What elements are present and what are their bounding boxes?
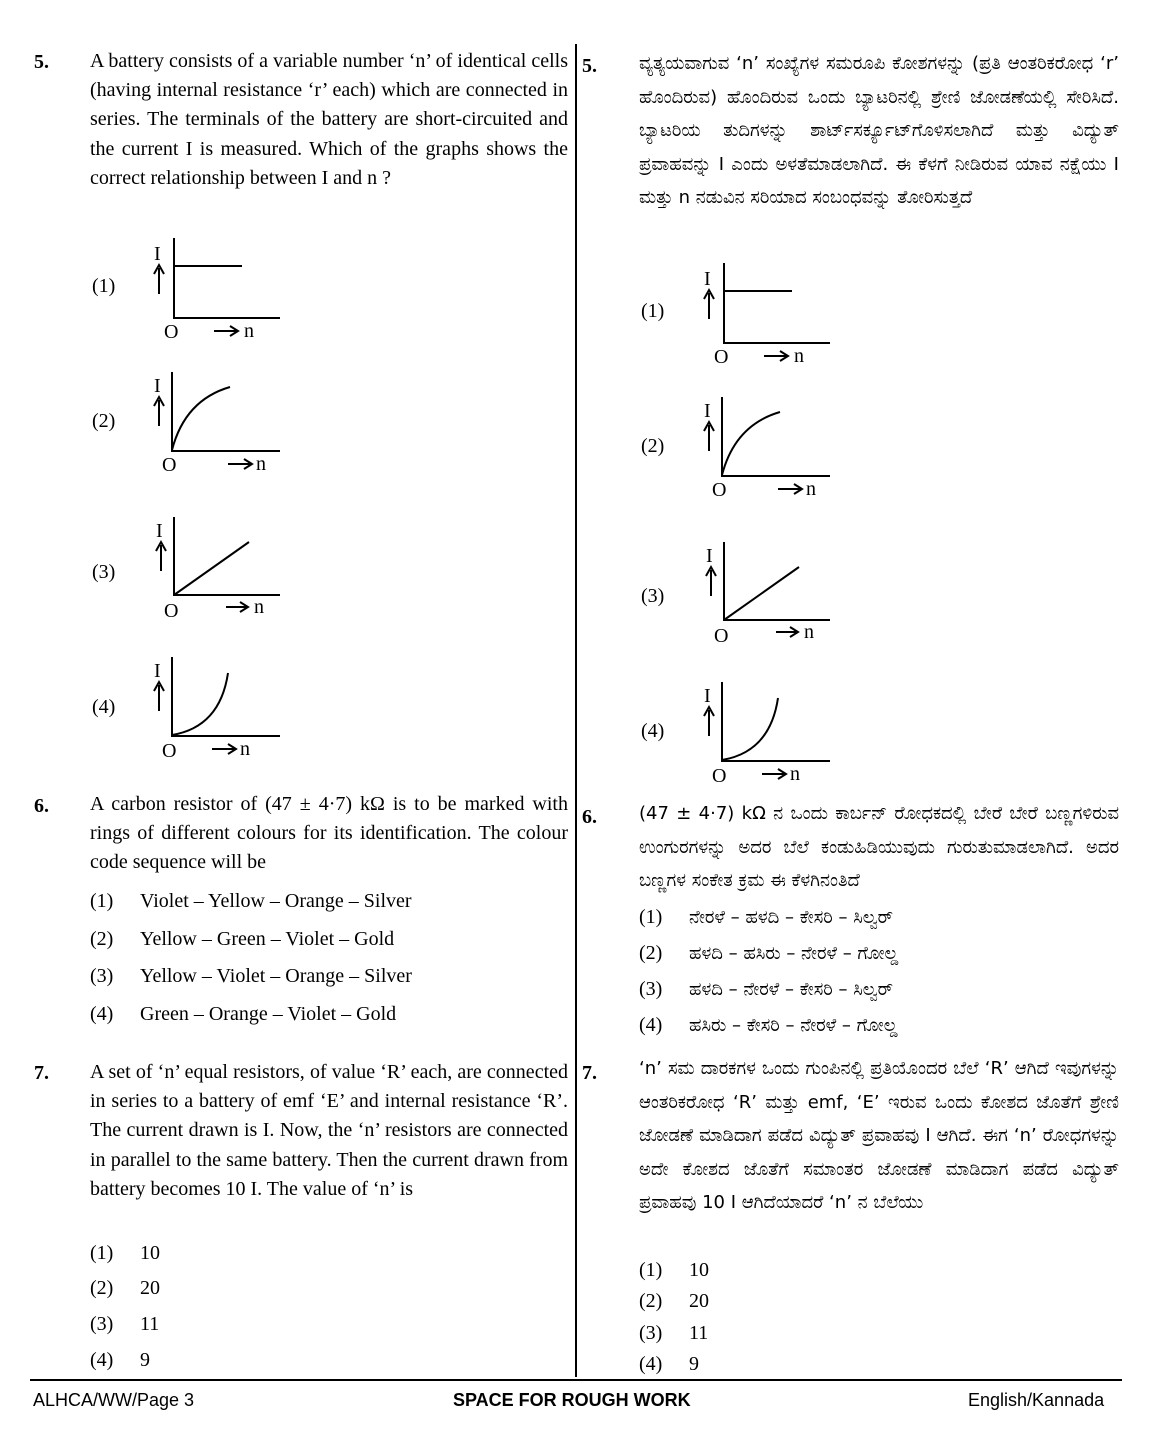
svg-text:n: n (804, 621, 814, 643)
graph-rising-curve (700, 680, 840, 790)
graph-linear (150, 515, 290, 625)
svg-text:O: O (714, 625, 729, 647)
svg-text:n: n (254, 596, 264, 618)
svg-text:I: I (154, 375, 161, 397)
graph-option-1 (150, 236, 290, 346)
svg-text:n: n (240, 738, 250, 760)
graph-option-4 (700, 680, 840, 790)
origin-label: O (164, 321, 179, 343)
option-1[interactable]: (1) ನೇರಳೆ – ಹಳದಿ – ಕೇಸರಿ – ಸಿಲ್ವರ್ (639, 906, 893, 928)
column-divider (575, 44, 577, 1377)
option-3[interactable]: (3) ಹಳದಿ – ನೇರಳೆ – ಕೇಸರಿ – ಸಿಲ್ವರ್ (639, 978, 893, 1000)
option-number: (4) (92, 696, 116, 718)
graph-option-3 (700, 540, 840, 650)
svg-text:n: n (790, 763, 800, 785)
graph-constant (150, 236, 290, 346)
graph-constant (700, 261, 840, 371)
option-4[interactable]: (4) 9 (90, 1349, 150, 1371)
graph-rising-curve (150, 655, 290, 765)
option-1[interactable]: (1) 10 (639, 1259, 709, 1281)
question-text: ವ್ಯತ್ಯಯವಾಗುವ ‘n’ ಸಂಖ್ಯೆಗಳ ಸಮರೂಪಿ ಕೋಶಗಳನ್ನು (ಪ್ರತಿ ಆಂತರಿಕರೋಧ ‘r’ ಹೊಂದಿರುವ) ಹೊಂದಿರುವ ಒಂದು ಬ್ಯಾಟರಿನಲ್ಲಿ ಶ್ರೇಣಿ ಜೋಡಣೆಯಲ್ಲಿ ಸೇರಿಸಿದೆ. ಬ್ಯಾಟರಿಯ ತುದಿಗಳನ್ನು ಶಾರ್ಟ್‌ಸರ್ಕ್ಯೂಟ್‌ಗೊಳಿಸಲಾಗಿದೆ ಮತ್ತು ವಿದ್ಯುತ್ ಪ್ರವಾಹವನ್ನು I ಎಂದು ಅಳತೆಮಾಡಲಾಗಿದೆ. ಈ ಕೆಳಗೆ ನೀಡಿರುವ ಯಾವ ನಕ್ಷೆಯು I ಮತ್ತು n ನಡುವಿನ ಸರಿಯಾದ ಸಂಬಂಧವನ್ನು ತೋರಿಸುತ್ತದೆ (639, 53, 1119, 208)
option-1[interactable]: (1) 10 (90, 1242, 160, 1264)
option-number: (3) (92, 561, 116, 583)
axis-y-label: I (154, 243, 161, 265)
graph-saturating-curve (700, 395, 840, 505)
svg-text:O: O (162, 740, 177, 762)
footer-rule (30, 1379, 1122, 1381)
option-4[interactable]: (4) Green – Orange – Violet – Gold (90, 1003, 397, 1025)
option-3[interactable]: (3) 11 (639, 1322, 709, 1344)
svg-text:I: I (156, 520, 163, 542)
graph-option-4 (150, 655, 290, 765)
option-2[interactable]: (2) Yellow – Green – Violet – Gold (90, 928, 395, 950)
graph-option-2 (700, 395, 840, 505)
option-3[interactable]: (3) 11 (90, 1313, 160, 1335)
svg-text:O: O (714, 346, 729, 368)
option-number: (3) (641, 585, 665, 607)
option-number: (1) (641, 300, 665, 322)
question-text: A set of ‘n’ equal resistors, of value ‘R’ each, are connected in series to a battery of emf ‘E’ and internal resistance ‘R’. The current drawn is I. Now, the ‘n’ resistors are connected in parallel to the same battery. Then the current drawn from battery becomes 10 I. The value of ‘n’ is (90, 1061, 568, 1200)
question-number: 6. (582, 806, 597, 828)
svg-text:I: I (154, 660, 161, 682)
question-number: 7. (582, 1062, 597, 1084)
page-id: ALHCA/WW/Page 3 (33, 1390, 195, 1410)
question-number: 5. (34, 51, 49, 73)
question-number: 5. (582, 55, 597, 77)
graph-option-3 (150, 515, 290, 625)
svg-text:n: n (256, 453, 266, 475)
svg-text:I: I (704, 400, 711, 422)
svg-text:n: n (794, 345, 804, 367)
option-1[interactable]: (1) Violet – Yellow – Orange – Silver (90, 890, 412, 912)
option-2[interactable]: (2) 20 (90, 1277, 160, 1299)
axis-x-label: n (244, 320, 254, 342)
svg-text:n: n (806, 478, 816, 500)
option-4[interactable]: (4) 9 (639, 1353, 699, 1375)
svg-text:I: I (704, 268, 711, 290)
question-number: 7. (34, 1062, 49, 1084)
question-text: ‘n’ ಸಮ ದಾರಕಗಳ ಒಂದು ಗುಂಪಿನಲ್ಲಿ ಪ್ರತಿಯೊಂದರ ಬೆಲೆ ‘R’ ಆಗಿದೆ ಇವುಗಳನ್ನು ಆಂತರಿಕರೋಧ ‘R’ ಮತ್ತು emf, ‘E’ ಇರುವ ಒಂದು ಕೋಶದ ಜೊತೆಗೆ ಶ್ರೇಣಿ ಜೋಡಣೆ ಮಾಡಿದಾಗ ಪಡೆದ ವಿದ್ಯುತ್ ಪ್ರವಾಹವು I ಆಗಿದೆ. ಈಗ ‘n’ ರೋಧಗಳನ್ನು ಅದೇ ಕೋಶದ ಜೊತೆಗೆ ಸಮಾಂತರ ಜೋಡಣೆ ಮಾಡಿದಾಗ ಪಡೆದ ವಿದ್ಯುತ್ ಪ್ರವಾಹವು 10 I ಆಗಿದೆಯಾದರೆ ‘n’ ನ ಬೆಲೆಯು (639, 1058, 1119, 1213)
language-label: English/Kannada (968, 1390, 1105, 1410)
question-text: A battery consists of a variable number ‘n’ of identical cells (having internal resistance ‘r’ each) which are connected in series. The terminals of the battery are short-circuited and the current I is measured. Which of the graphs shows the correct relationship between I and n ? (90, 50, 568, 189)
svg-text:O: O (164, 600, 179, 622)
question-text: (47 ± 4·7) kΩ ನ ಒಂದು ಕಾರ್ಬನ್ ರೋಧಕದಲ್ಲಿ ಬೇರೆ ಬೇರೆ ಬಣ್ಣಗಳಿರುವ ಉಂಗುರಗಳನ್ನು ಅದರ ಬೆಲೆ ಕಂಡುಹಿಡಿಯುವುದು ಗುರುತುಮಾಡಲಾಗಿದೆ. ಅದರ ಬಣ್ಣಗಳ ಸಂಕೇತ ಕ್ರಮ ಈ ಕೆಳಗಿನಂತಿದೆ (639, 803, 1119, 891)
graph-linear (700, 540, 840, 650)
svg-text:I: I (704, 685, 711, 707)
option-number: (2) (641, 435, 665, 457)
svg-text:O: O (712, 479, 727, 501)
option-2[interactable]: (2) ಹಳದಿ – ಹಸಿರು – ನೇರಳೆ – ಗೋಲ್ಡ (639, 942, 899, 964)
graph-saturating-curve (150, 370, 290, 480)
question-text: A carbon resistor of (47 ± 4·7) kΩ is to be marked with rings of different colours for its identification. The colour code sequence will be (90, 793, 568, 874)
svg-text:O: O (162, 454, 177, 476)
option-3[interactable]: (3) Yellow – Violet – Orange – Silver (90, 965, 412, 987)
svg-text:O: O (712, 765, 727, 787)
option-number: (1) (92, 275, 116, 297)
graph-option-1 (700, 261, 840, 371)
question-number: 6. (34, 795, 49, 817)
rough-work-label: SPACE FOR ROUGH WORK (453, 1390, 691, 1410)
option-number: (2) (92, 410, 116, 432)
option-number: (4) (641, 720, 665, 742)
option-2[interactable]: (2) 20 (639, 1290, 709, 1312)
graph-option-2 (150, 370, 290, 480)
svg-text:I: I (706, 545, 713, 567)
option-4[interactable]: (4) ಹಸಿರು – ಕೇಸರಿ – ನೇರಳೆ – ಗೋಲ್ಡ (639, 1014, 898, 1036)
